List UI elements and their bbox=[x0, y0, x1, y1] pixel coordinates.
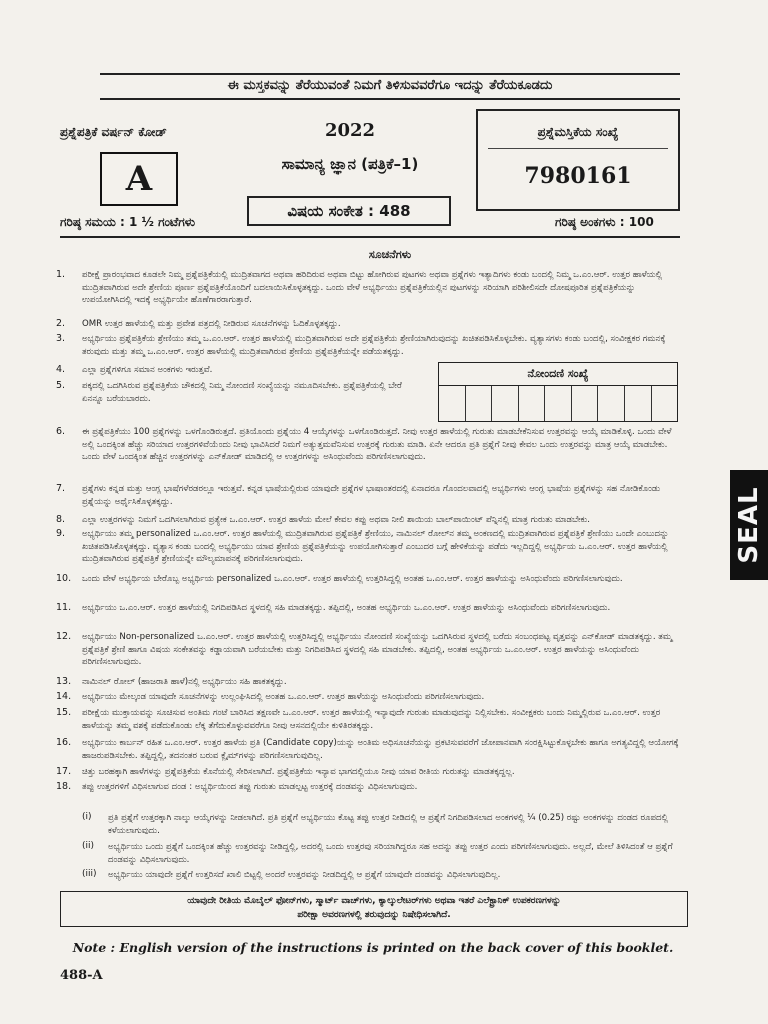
penalty-item: (i) ಪ್ರತಿ ಪ್ರಶ್ನೆಗೆ ಉತ್ತರಕ್ಕಾಗಿ ನಾಲ್ಕು ಆಯ್ಕೆಗಳನ್ನು ನೀಡಲಾಗಿದೆ. ಪ್ರತಿ ಪ್ರಶ್ನೆಗೆ ಅಭ್ಯರ್ಥಿಯು ಕೊಟ್ಟ ತಪ್ಪು ಉತ್ತರ ನೀಡಿದಲ್ಲಿ ಆ ಪ್ರಶ್ನೆಗೆ ನಿಗದಿಪಡಿಸಲಾದ ಅಂಕಗಳಲ್ಲಿ ¼ (0.25) ರಷ್ಟು ಅಂಕಗಳನ್ನು ದಂಡದ ರೂಪದಲ್ಲಿ ಕಳೆಯಲಾಗುವುದು. bbox=[82, 812, 669, 836]
warning-line: ಪರೀಕ್ಷಾ ಅವರಣಗಳಲ್ಲಿ ತರುವುದನ್ನು ನಿಷೇಧಿಸಲಾಗಿದೆ. bbox=[297, 910, 451, 920]
instruction-item: 16. ಅಭ್ಯರ್ಥಿಯು ಕಾರ್ಬನ್ ರಹಿತ ಒ.ಎಂ.ಆರ್. ಉತ್ತರ ಹಾಳೆಯ ಪ್ರತಿ (Candidate copy)ಯನ್ನು ಅಂತಿಮ ಅಧಿಸೂಚನೆಯನ್ನು ಪ್ರಕಟಿಸುವವರೆಗೆ ಜೋಪಾನವಾಗಿ ಸಂರಕ್ಷಿಸಿಟ್ಟುಕೊಳ್ಳಬೇಕು ಹಾಗೂ ಅಗತ್ಯವಿದ್ದಲ್ಲಿ ಆಯೋಗಕ್ಕೆ ಹಾಜರುಪಡಿಸಬೇಕು. ತಪ್ಪಿದ್ದಲ್ಲಿ, ತದನಂತರ ಬರುವ ಕ್ಲೈಮ್‌ಗಳನ್ನು ಪರಿಗಣಿಸಲಾಗುವುದಿಲ್ಲ. bbox=[56, 737, 679, 761]
paper-title: ಸಾಮಾನ್ಯ ಜ್ಞಾನ (ಪತ್ರಿಕೆ–1) bbox=[281, 155, 419, 173]
booklet-number-label: ಪ್ರಶ್ನೆಮಸ್ತಿಕೆಯ ಸಂಖ್ಯೆ bbox=[537, 125, 619, 139]
instruction-item: 3. ಅಭ್ಯರ್ಥಿಯು ಪ್ರಶ್ನೆಪತ್ರಿಕೆಯ ಶ್ರೇಣಿಯು ತಮ್ಮ ಒ.ಎಂ.ಆರ್. ಉತ್ತರ ಹಾಳೆಯಲ್ಲಿ ಮುದ್ರಿತವಾಗಿರುವ ಅದೇ ಪ್ರಶ್ನೆಪತ್ರಿಕೆಯ ಶ್ರೇಣಿಯಾಗಿರುವುದನ್ನು ಖಚಿತಪಡಿಸಿಕೊಳ್ಳಬೇಕು. ವ್ಯತ್ಯಾಸಗಳು ಕಂಡು ಬಂದಲ್ಲಿ, ಸಂವೀಕ್ಷಕರ ಗಮನಕ್ಕೆ ತರುವುದು ಮತ್ತು ತಮ್ಮ ಒ.ಎಂ.ಆರ್. ಉತ್ತರ ಹಾಳೆಯಲ್ಲಿ ಮುದ್ರಿತವಾಗಿರುವ ಶ್ರೇಣಿಯ ಪ್ರಶ್ನೆಪತ್ರಿಕೆಯನ್ನೇ ಪಡೆಯತಕ್ಕದ್ದು. bbox=[56, 333, 666, 357]
instruction-item: 6. ಈ ಪ್ರಶ್ನೆಪತ್ರಿಕೆಯು 100 ಪ್ರಶ್ನೆಗಳನ್ನು ಒಳಗೊಂಡಿರುತ್ತದೆ. ಪ್ರತಿಯೊಂದು ಪ್ರಶ್ನೆಯು 4 ಆಯ್ಕೆಗಳನ್ನು ಒಳಗೊಂಡಿರುತ್ತದೆ. ನೀವು ಉತ್ತರ ಹಾಳೆಯಲ್ಲಿ ಗುರುತು ಮಾಡಬೇಕೆನಿಸುವ ಉತ್ತರವನ್ನು ಆಯ್ಕೆ ಮಾಡಿಕೊಳ್ಳಿ. ಒಂದು ವೇಳೆ ಅಲ್ಲಿ ಒಂದಕ್ಕಿಂತ ಹೆಚ್ಚು ಸರಿಯಾದ ಉತ್ತರಗಳಿವೆಯೆಂದು ನೀವು ಭಾವಿಸಿದರೆ ನಿಮಗೆ ಅತ್ಯುತ್ತಮವೆನಿಸುವ ಉತ್ತರಕ್ಕೆ ಗುರುತು ಮಾಡಿ. ಏನೇ ಆದರೂ ಪ್ರತಿ ಪ್ರಶ್ನೆಗೆ ನೀವು ಕೇವಲ ಒಂದು ಉತ್ತರವನ್ನು ಮಾತ್ರ ಆಯ್ಕೆ ಮಾಡಬೇಕು. ಒಂದು ವೇಳೆ ಒಂದಕ್ಕಿಂತ ಹೆಚ್ಚಿನ ಉತ್ತರಗಳನ್ನು ಎನ್‌ಕೋಡ್ ಮಾಡಿದಲ್ಲಿ ಆ ಉತ್ತರಗಳನ್ನು ಅಸಿಂಧುವೆಂದು ಪರಿಗಣಿಸಲಾಗುವುದು. bbox=[56, 426, 672, 462]
seal-text: SEAL bbox=[734, 486, 764, 564]
instruction-item: 13. ನಾಮಿನಲ್ ರೋಲ್ (ಹಾಜರಾತಿ ಹಾಳೆ)ನಲ್ಲಿ ಅಭ್ಯರ್ಥಿಯು ಸಹಿ ಹಾಕತಕ್ಕದ್ದು. bbox=[56, 676, 287, 687]
instruction-item: 4. ಎಲ್ಲಾ ಪ್ರಶ್ನೆಗಳಿಗೂ ಸಮಾನ ಅಂಕಗಳು ಇರುತ್ತವೆ. bbox=[56, 364, 213, 375]
registration-cell[interactable] bbox=[598, 386, 625, 421]
registration-number-label: ನೋಂದಣಿ ಸಂಖ್ಯೆ bbox=[439, 363, 677, 386]
version-code-label: ಪ್ರಶ್ನೆಪತ್ರಿಕೆ ವರ್ಷನ್ ಕೋಡ್ bbox=[60, 125, 167, 139]
banner-rule bbox=[100, 98, 680, 100]
registration-cell[interactable] bbox=[545, 386, 572, 421]
instruction-item: 11. ಅಭ್ಯರ್ಥಿಯು ಒ.ಎಂ.ಆರ್. ಉತ್ತರ ಹಾಳೆಯಲ್ಲಿ ನಿಗದಿಪಡಿಸಿದ ಸ್ಥಳದಲ್ಲಿ ಸಹಿ ಮಾಡತಕ್ಕದ್ದು. ತಪ್ಪಿದಲ್ಲಿ, ಅಂತಹ ಅಭ್ಯರ್ಥಿಯ ಒ.ಎಂ.ಆರ್. ಉತ್ತರ ಹಾಳೆಯನ್ನು ಅಸಿಂಧುವೆಂದು ಪರಿಗಣಿಸಲಾಗುವುದು. bbox=[56, 602, 611, 613]
booklet-box-divider bbox=[488, 148, 668, 149]
version-code-box: A bbox=[100, 152, 178, 206]
subject-code-box: ವಿಷಯ ಸಂಕೇತ : 488 bbox=[247, 196, 451, 226]
instruction-item: 9. ಅಭ್ಯರ್ಥಿಯು ತಮ್ಮ personalized ಒ.ಎಂ.ಆರ್. ಉತ್ತರ ಹಾಳೆಯಲ್ಲಿ ಮುದ್ರಿತವಾಗಿರುವ ಪ್ರಶ್ನೆಪತ್ರಿಕೆ ಶ್ರೇಣಿಯು, ನಾಮಿನಲ್ ರೋಲ್‌ನ ತಮ್ಮ ಅಂಕಣದಲ್ಲಿ ಮುದ್ರಿತವಾಗಿರುವ ಪ್ರಶ್ನೆಪತ್ರಿಕೆ ಶ್ರೇಣಿಯು ಒಂದೇ ಎಂಬುದನ್ನು ಖಚಿತಪಡಿಸಿಕೊಳ್ಳತಕ್ಕದ್ದು. ವ್ಯತ್ಯಾಸ ಕಂಡು ಬಂದಲ್ಲಿ ಅಭ್ಯರ್ಥಿಯು ಯಾವ ಶ್ರೇಣಿಯ ಪ್ರಶ್ನೆಪತ್ರಿಕೆಯನ್ನು ಉಪಯೋಗಿಸುತ್ತಾರೆ ಎಂಬುದರ ಬಗ್ಗೆ ಹೇಳಿಕೆಯನ್ನು ಪಡೆದು ಇಲ್ಲದಿದ್ದಲ್ಲಿ ಅಭ್ಯರ್ಥಿಯ ಒ.ಎಂ.ಆರ್. ಉತ್ತರ ಹಾಳೆಯಲ್ಲಿ ಮುದ್ರಿತವಾಗಿರುವ ಪ್ರಶ್ನೆಪತ್ರಿಕೆ ಶ್ರೇಣಿಯನ್ನೇ ಮೌಲ್ಯಮಾಪನಕ್ಕೆ ಪರಿಗಣಿಸಲಾಗುವುದು. bbox=[56, 528, 669, 564]
instruction-item: 10. ಒಂದು ವೇಳೆ ಅಭ್ಯರ್ಥಿಯ ಬೇರೊಬ್ಬ ಅಭ್ಯರ್ಥಿಯ personalized ಒ.ಎಂ.ಆರ್. ಉತ್ತರ ಹಾಳೆಯಲ್ಲಿ ಉತ್ತರಿಸಿದ್ದಲ್ಲಿ ಅಂತಹ ಒ.ಎಂ.ಆರ್. ಉತ್ತರ ಹಾಳೆಯನ್ನು ಅಸಿಂಧುವೆಂದು ಪರಿಗಣಿಸಲಾಗುವುದು. bbox=[56, 573, 623, 584]
instruction-item: 15. ಪರೀಕ್ಷೆಯ ಮುಕ್ತಾಯವನ್ನು ಸೂಚಿಸುವ ಅಂತಿಮ ಗಂಟೆ ಬಾರಿಸಿದ ತಕ್ಷಣವೇ ಒ.ಎಂ.ಆರ್. ಉತ್ತರ ಹಾಳೆಯಲ್ಲಿ ಇನ್ಯಾವುದೇ ಗುರುತು ಮಾಡುವುದನ್ನು ನಿಲ್ಲಿಸಬೇಕು. ಸಂವೀಕ್ಷಕರು ಬಂದು ನಿಮ್ಮಲ್ಲಿರುವ ಒ.ಎಂ.ಆರ್. ಉತ್ತರ ಹಾಳೆಯನ್ನು ತಮ್ಮ ವಶಕ್ಕೆ ಪಡೆದುಕೊಂಡು ಲೆಕ್ಕ ತೆಗೆದುಕೊಳ್ಳುವವರೆಗೂ ನೀವು ಆಸನದಲ್ಲಿಯೇ ಕುಳಿತಿರತಕ್ಕದ್ದು. bbox=[56, 707, 661, 731]
instructions-title: ಸೂಚನೆಗಳು bbox=[368, 248, 412, 261]
header-bottom-rule bbox=[60, 236, 680, 238]
instruction-item: 14. ಅಭ್ಯರ್ಥಿಯು ಮೇಲ್ಕಂಡ ಯಾವುದೇ ಸೂಚನೆಗಳನ್ನು ಉಲ್ಲಂಘಿಸಿದಲ್ಲಿ ಅಂತಹ ಒ.ಎಂ.ಆರ್. ಉತ್ತರ ಹಾಳೆಯನ್ನು ಅಸಿಂಧುವೆಂದು ಪರಿಗಣಿಸಲಾಗುವುದು. bbox=[56, 691, 485, 702]
registration-cell[interactable] bbox=[519, 386, 546, 421]
warning-line: ಯಾವುದೇ ರೀತಿಯ ಮೊಬೈಲ್ ಫೋನ್‌ಗಳು, ಸ್ಮಾರ್ಟ್ ವಾಚ್‌ಗಳು, ಕ್ಯಾಲ್ಕುಲೇಟರ್‌ಗಳು ಅಥವಾ ಇತರೆ ಎಲೆಕ್ಟ್ರಾನಿಕ್ ಉಪಕರಣಗಳನ್ನು bbox=[187, 896, 561, 906]
instruction-item: 2. OMR ಉತ್ತರ ಹಾಳೆಯಲ್ಲಿ ಮತ್ತು ಪ್ರವೇಶ ಪತ್ರದಲ್ಲಿ ನೀಡಿರುವ ಸೂಚನೆಗಳನ್ನು ಓದಿಕೊಳ್ಳತಕ್ಕದ್ದು. bbox=[56, 318, 341, 329]
english-version-note: Note : English version of the instructions is printed on the back cover of this booklet. bbox=[72, 940, 674, 955]
exam-year: 2022 bbox=[324, 120, 376, 141]
instruction-item: 12. ಅಭ್ಯರ್ಥಿಯು Non-personalized ಒ.ಎಂ.ಆರ್. ಉತ್ತರ ಹಾಳೆಯಲ್ಲಿ ಉತ್ತರಿಸಿದ್ದಲ್ಲಿ ಅಭ್ಯರ್ಥಿಯು ನೋಂದಣಿ ಸಂಖ್ಯೆಯನ್ನು ಒದಗಿಸಿರುವ ಸ್ಥಳದಲ್ಲಿ ಬರೆದು ಸಂಬಂಧಪಟ್ಟ ವೃತ್ತವನ್ನು ಎನ್‌ಕೋಡ್ ಮಾಡತಕ್ಕದ್ದು. ತಮ್ಮ ಪ್ರಶ್ನೆಪತ್ರಿಕೆ ಶ್ರೇಣಿ ಹಾಗೂ ವಿಷಯ ಸಂಕೇತವನ್ನು ಕಡ್ಡಾಯವಾಗಿ ಬರೆಯಬೇಕು ಮತ್ತು ನಿಗದಿಪಡಿಸಿದ ಸ್ಥಳದಲ್ಲಿ ಸಹಿ ಮಾಡಬೇಕು. ತಪ್ಪಿದಲ್ಲಿ, ಅಂತಹ ಅಭ್ಯರ್ಥಿಯ ಒ.ಎಂ.ಆರ್. ಉತ್ತರ ಹಾಳೆಯನ್ನು ಅಸಿಂಧುವೆಂದು ಪರಿಗಣಿಸಲಾಗುವುದು. bbox=[56, 631, 673, 667]
registration-cell[interactable] bbox=[466, 386, 493, 421]
booklet-number-box bbox=[476, 109, 680, 211]
registration-cell[interactable] bbox=[572, 386, 599, 421]
instruction-item: 5. ಪಕ್ಕದಲ್ಲಿ ಒದಗಿಸಿರುವ ಪ್ರಶ್ನೆಪತ್ರಿಕೆಯ ಚೌಕದಲ್ಲಿ ನಿಮ್ಮ ನೋಂದಣಿ ಸಂಖ್ಯೆಯನ್ನು ನಮೂದಿಸಬೇಕು. ಪ್ರಶ್ನೆಪತ್ರಿಕೆಯಲ್ಲಿ ಬೇರೆ ಏನನ್ನೂ ಬರೆಯಬಾರದು. bbox=[56, 380, 402, 404]
penalty-item: (ii) ಅಭ್ಯರ್ಥಿಯು ಒಂದು ಪ್ರಶ್ನೆಗೆ ಒಂದಕ್ಕಿಂತ ಹೆಚ್ಚು ಉತ್ತರವನ್ನು ನೀಡಿದ್ದಲ್ಲಿ, ಅದರಲ್ಲಿ ಒಂದು ಉತ್ತರವು ಸರಿಯಾಗಿದ್ದರೂ ಸಹ ಅದನ್ನು ತಪ್ಪು ಉತ್ತರ ಎಂದು ಪರಿಗಣಿಸಲಾಗುವುದು. ಅಲ್ಲದೆ, ಮೇಲೆ ತಿಳಿಸಿದಂತೆ ಆ ಪ್ರಶ್ನೆಗೆ ದಂಡವನ್ನು ವಿಧಿಸಲಾಗುವುದು. bbox=[82, 841, 673, 865]
registration-cell[interactable] bbox=[625, 386, 652, 421]
electronic-devices-warning bbox=[60, 891, 688, 927]
top-rule bbox=[100, 73, 680, 75]
do-not-open-banner: ಈ ಮಸ್ತಕವನ್ನು ತೆರೆಯುವಂತೆ ನಿಮಗೆ ತಿಳಿಸುವವರೆಗೂ ಇದನ್ನು ತೆರೆಯಕೂಡದು bbox=[227, 78, 553, 93]
max-marks: ಗರಿಷ್ಠ ಅಂಕಗಳು : 100 bbox=[555, 215, 654, 229]
registration-number-box bbox=[438, 362, 678, 422]
penalty-item: (iii) ಅಭ್ಯರ್ಥಿಯು ಯಾವುದೇ ಪ್ರಶ್ನೆಗೆ ಉತ್ತರಿಸದೆ ಖಾಲಿ ಬಿಟ್ಟಲ್ಲಿ ಅಂದರೆ ಉತ್ತರವನ್ನು ನೀಡದಿದ್ದಲ್ಲಿ ಆ ಪ್ರಶ್ನೆಗೆ ಯಾವುದೇ ದಂಡವನ್ನು ವಿಧಿಸಲಾಗುವುದಿಲ್ಲ. bbox=[82, 869, 501, 880]
registration-cell[interactable] bbox=[439, 386, 466, 421]
instruction-item: 7. ಪ್ರಶ್ನೆಗಳು ಕನ್ನಡ ಮತ್ತು ಆಂಗ್ಲ ಭಾಷೆಗಳೆರಡರಲ್ಲೂ ಇರುತ್ತವೆ. ಕನ್ನಡ ಭಾಷೆಯಲ್ಲಿರುವ ಯಾವುದೇ ಪ್ರಶ್ನೆಗಳ ಭಾಷಾಂತರದಲ್ಲಿ ಏನಾದರೂ ಗೊಂದಲವಾದಲ್ಲಿ ಅಭ್ಯರ್ಥಿಗಳು ಆಂಗ್ಲ ಭಾಷೆಯ ಪ್ರಶ್ನೆಗಳನ್ನು ಸಹ ನೋಡಿಕೊಂಡು ಪ್ರಶ್ನೆಯನ್ನು ಅರ್ಥೈಸಿಕೊಳ್ಳತಕ್ಕದ್ದು. bbox=[56, 483, 661, 507]
registration-cell[interactable] bbox=[492, 386, 519, 421]
booklet-code: 488-A bbox=[60, 968, 103, 983]
registration-cell[interactable] bbox=[652, 386, 678, 421]
instruction-item: 18. ತಪ್ಪು ಉತ್ತರಗಳಿಗೆ ವಿಧಿಸಲಾಗುವ ದಂಡ : ಅಭ್ಯರ್ಥಿಯಿಂದ ತಪ್ಪು ಗುರುತು ಮಾಡಲ್ಪಟ್ಟ ಉತ್ತರಕ್ಕೆ ದಂಡವನ್ನು ವಿಧಿಸಲಾಗುವುದು. bbox=[56, 781, 418, 792]
seal-tab bbox=[730, 470, 768, 580]
instruction-item: 17. ಚಿತ್ತು ಬರಹಕ್ಕಾಗಿ ಹಾಳೆಗಳನ್ನು ಪ್ರಶ್ನೆಪತ್ರಿಕೆಯ ಕೊನೆಯಲ್ಲಿ ಸೇರಿಸಲಾಗಿದೆ. ಪ್ರಶ್ನೆಪತ್ರಿಕೆಯ ಇನ್ಯಾವ ಭಾಗದಲ್ಲಿಯೂ ನೀವು ಯಾವ ರೀತಿಯ ಗುರುತನ್ನು ಮಾಡತಕ್ಕದ್ದಲ್ಲ. bbox=[56, 766, 515, 777]
instruction-item: 8. ಎಲ್ಲಾ ಉತ್ತರಗಳನ್ನು ನಿಮಗೆ ಒದಗಿಸಲಾಗಿರುವ ಪ್ರತ್ಯೇಕ ಒ.ಎಂ.ಆರ್. ಉತ್ತರ ಹಾಳೆಯ ಮೇಲೆ ಕೇವಲ ಕಪ್ಪು ಅಥವಾ ನೀಲಿ ಶಾಯಿಯ ಬಾಲ್‌ಪಾಯಿಂಟ್ ಪೆನ್ನಿನಲ್ಲಿ ಮಾತ್ರ ಗುರುತು ಮಾಡಬೇಕು. bbox=[56, 514, 591, 525]
instruction-item: 1. ಪರೀಕ್ಷೆ ಪ್ರಾರಂಭವಾದ ಕೂಡಲೇ ನಿಮ್ಮ ಪ್ರಶ್ನೆಪತ್ರಿಕೆಯಲ್ಲಿ ಮುದ್ರಿತವಾಗದ ಅಥವಾ ಹರಿದಿರುವ ಅಥವಾ ಬಿಟ್ಟು ಹೋಗಿರುವ ಪುಟಗಳು ಅಥವಾ ಪ್ರಶ್ನೆಗಳು ಇತ್ಯಾದಿಗಳು ಕಂಡು ಬಂದಲ್ಲಿ ನಿಮ್ಮ ಒ.ಎಂ.ಆರ್. ಉತ್ತರ ಹಾಳೆಯಲ್ಲಿ ಮುದ್ರಿತವಾಗಿರುವ ಅದೇ ಶ್ರೇಣಿಯ ಪೂರ್ಣ ಪ್ರಶ್ನೆಪತ್ರಿಕೆಯೊಂದಿಗೆ ಬದಲಾಯಿಸಿಕೊಳ್ಳತಕ್ಕದ್ದು. ಒಂದು ವೇಳೆ ಅಭ್ಯರ್ಥಿಯು ಪ್ರಶ್ನೆಪತ್ರಿಕೆಯಲ್ಲಿನ ಪುಟಗಳನ್ನು ಸರಿಯಾಗಿ ಪರಿಶೀಲಿಸದೇ ದೋಷಪೂರಿತ ಪ್ರಶ್ನೆಪತ್ರಿಕೆಯನ್ನು ಉಪಯೋಗಿಸಿದಲ್ಲಿ ಇದಕ್ಕೆ ಅಭ್ಯರ್ಥಿಯೇ ಹೊಣೆಗಾರರಾಗುತ್ತಾರೆ. bbox=[56, 269, 663, 305]
booklet-number: 7980161 bbox=[524, 163, 632, 189]
max-time: ಗರಿಷ್ಠ ಸಮಯ : 1 ½ ಗಂಟೆಗಳು bbox=[60, 215, 196, 229]
